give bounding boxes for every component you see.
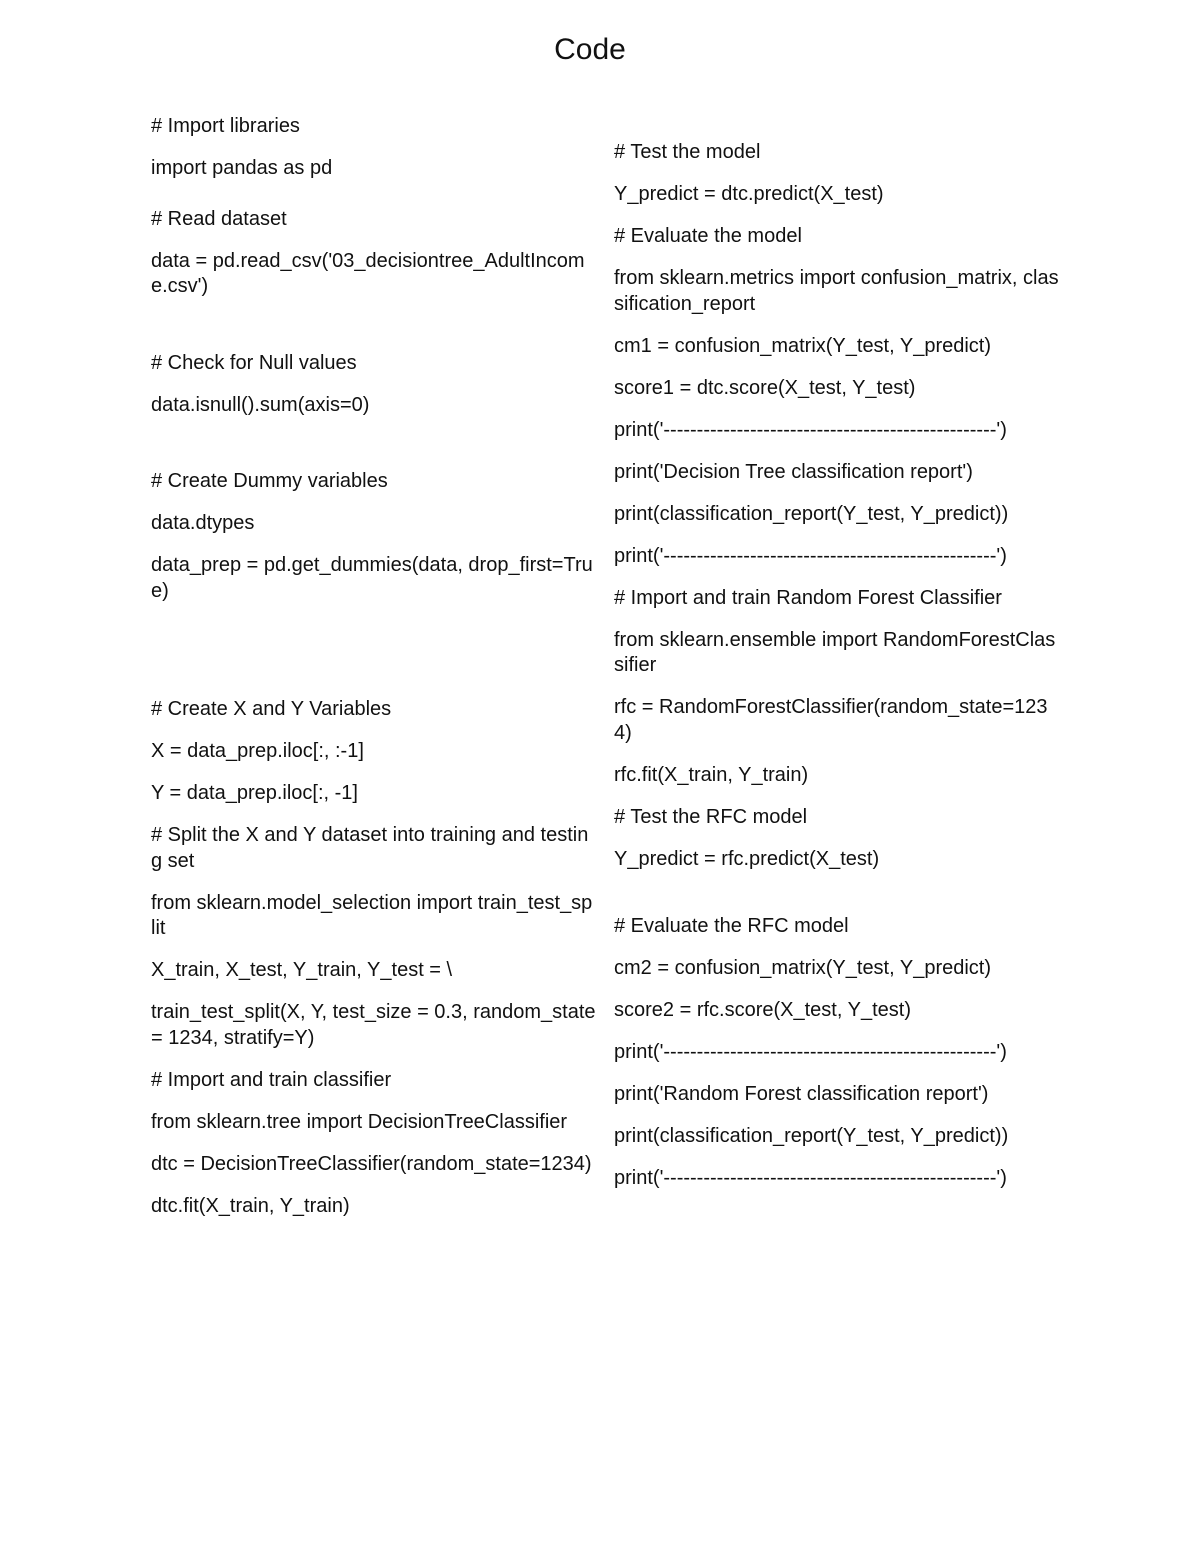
code-comment: # Create X and Y Variables [151,698,392,720]
code-line: score2 = rfc.score(X_test, Y_test) [614,999,911,1021]
code-comment: # Evaluate the RFC model [614,915,849,937]
code-column-right [614,140,1059,1208]
code-line: train_test_split(X, Y, test_size = 0.3, random_state = 1234, stratify=Y) [151,1001,602,1049]
code-comment: # Test the RFC model [614,805,808,828]
code-line: print('Decision Tree classification report') [614,460,973,483]
code-line: from sklearn.tree import DecisionTreeClassifier [151,1110,568,1133]
code-line: rfc = RandomForestClassifier(random_state=1234) [614,696,1048,744]
code-line: Y_predict = rfc.predict(X_test) [614,847,880,870]
code-comment: # Create Dummy variables [151,470,388,492]
code-line: Y_predict = dtc.predict(X_test) [614,183,884,205]
code-comment: # Split the X and Y dataset into training and testing set [151,824,589,872]
code-comment: # Import and train classifier [151,1068,392,1091]
code-line: from sklearn.ensemble import RandomForestClassifier [614,628,1056,676]
code-line: print(classification_report(Y_test, Y_predict)) [614,502,1009,525]
code-line: print('Random Forest classification report') [614,1083,989,1105]
code-comment: # Test the model [614,141,761,163]
code-line: X = data_prep.iloc[:, :-1] [151,740,364,762]
page-title: Code [554,33,626,66]
code-line: print('--------------------------------------------------') [614,1167,1007,1189]
code-line: print('--------------------------------------------------') [614,418,1007,441]
code-line: rfc.fit(X_train, Y_train) [614,763,809,786]
code-line: data.dtypes [151,512,255,534]
code-line: data = pd.read_csv('03_decisiontree_AdultIncome.csv') [151,249,585,297]
code-line: print(classification_report(Y_test, Y_predict)) [614,1125,1009,1147]
code-line: from sklearn.model_selection import train_test_split [151,891,593,939]
code-column-left [151,114,602,1236]
code-line: X_train, X_test, Y_train, Y_test = \ [151,959,453,981]
code-line: from sklearn.metrics import confusion_matrix, classification_report [614,267,1059,315]
code-comment: # Evaluate the model [614,225,802,247]
code-comment: # Import libraries [151,115,300,137]
code-line: score1 = dtc.score(X_test, Y_test) [614,376,916,399]
code-line: import pandas as pd [151,157,333,179]
code-line: cm1 = confusion_matrix(Y_test, Y_predict) [614,334,992,357]
code-line: cm2 = confusion_matrix(Y_test, Y_predict) [614,957,992,979]
code-line: print('--------------------------------------------------') [614,544,1007,567]
code-line: dtc.fit(X_train, Y_train) [151,1194,350,1217]
code-line: dtc = DecisionTreeClassifier(random_state=1234) [151,1152,592,1175]
code-line: data_prep = pd.get_dummies(data, drop_first=True) [151,554,593,602]
code-line: print('--------------------------------------------------') [614,1041,1007,1063]
code-comment: # Check for Null values [151,351,357,374]
code-line: data.isnull().sum(axis=0) [151,393,370,416]
code-line: Y = data_prep.iloc[:, -1] [151,782,358,804]
code-comment: # Read dataset [151,207,287,230]
code-comment: # Import and train Random Forest Classifier [614,586,1002,609]
